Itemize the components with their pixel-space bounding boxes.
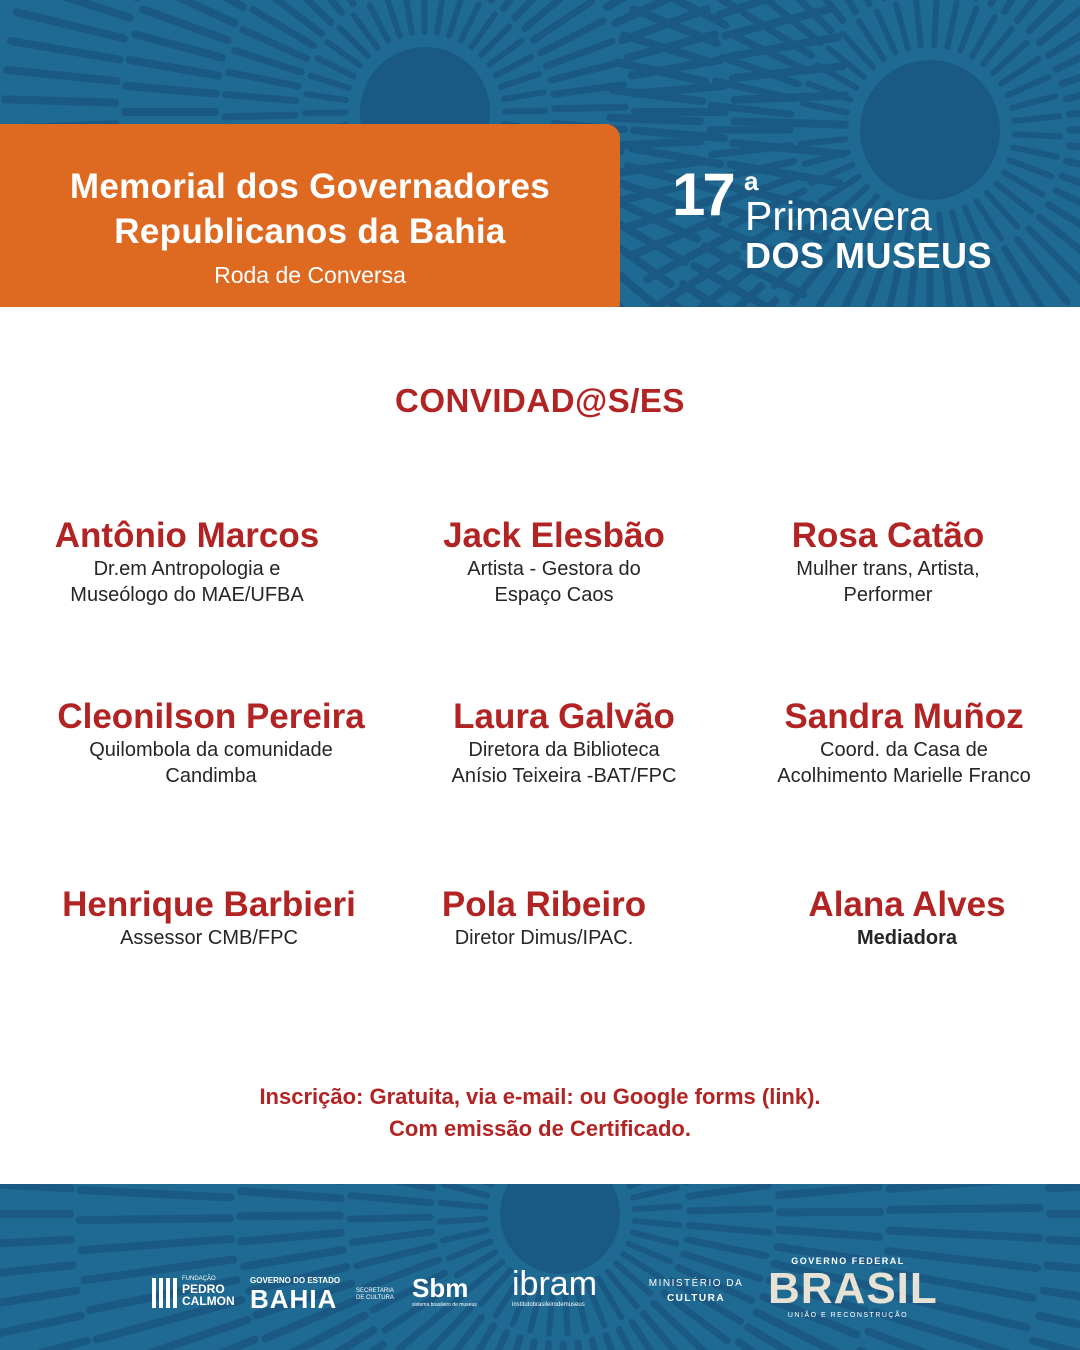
logo-text: GOVERNO DO ESTADO <box>250 1276 341 1285</box>
sun-ray <box>461 5 479 41</box>
logo-text-line: CALMON <box>182 1294 235 1308</box>
logo-text: CULTURA <box>666 1293 726 1304</box>
sun-ray <box>80 1218 230 1220</box>
logo-text: ibram <box>512 1265 598 1303</box>
registration-line1: Inscrição: Gratuita, via e-mail: ou Google forms (link). <box>259 1084 821 1109</box>
guest-role: Assessor CMB/FPC <box>120 927 298 949</box>
logo-text: institutobrasileirodemuseus <box>512 1302 585 1308</box>
sun-ray <box>440 1219 485 1222</box>
guest-name: Pola Ribeiro <box>441 885 647 924</box>
sun-ray <box>441 1203 486 1207</box>
sun-ray <box>610 141 700 145</box>
sun-ray <box>1008 77 1049 95</box>
sun-ray <box>17 12 124 38</box>
sun-ray <box>960 9 976 51</box>
sun-ray <box>890 1208 1040 1210</box>
guest-role: Coord. da Casa de Acolhimento Marielle Franco <box>777 739 1031 787</box>
logo-text: GOVERNO FEDERAL <box>791 1256 905 1266</box>
guest-role: Dr.em Antropologia e Museólogo do MAE/UFBA <box>70 558 304 606</box>
sun-ray <box>779 1187 879 1196</box>
guest-card <box>31 697 391 789</box>
venue-title-line2: Republicanos da Bahia <box>114 212 506 251</box>
governo-federal-logo <box>768 1256 938 1319</box>
logo-text: UNIÃO E RECONSTRUÇÃO <box>787 1312 909 1319</box>
guest-name: Sandra Muñoz <box>784 697 1024 736</box>
sun-ray <box>801 139 846 144</box>
sun-ray <box>578 1343 589 1350</box>
guest-name: Cleonilson Pereira <box>57 697 365 736</box>
section-title: CONVIDAD@S/ES <box>395 382 685 419</box>
guest-role: Mediadora <box>856 927 958 949</box>
guest-name: Laura Galvão <box>453 697 675 736</box>
guest-card <box>404 697 724 789</box>
sun-ray <box>351 1196 431 1203</box>
sun-ray <box>241 1191 341 1198</box>
sun-ray <box>947 3 956 47</box>
sun-ray <box>306 94 346 100</box>
sun-ray <box>800 124 845 126</box>
sun-ray <box>444 1184 488 1195</box>
sun-ray <box>241 1233 341 1242</box>
sun-ray <box>229 72 298 86</box>
event-type: Roda de Conversa <box>214 262 406 288</box>
sun-ray <box>240 1216 340 1217</box>
sun-ray <box>387 0 400 36</box>
sun-ray <box>405 0 412 33</box>
sun-ray <box>610 118 700 121</box>
footer-banner <box>0 1184 1080 1350</box>
sun-ray <box>890 1230 1040 1237</box>
sun-ray <box>563 1344 565 1350</box>
sun-ray <box>635 1221 680 1225</box>
venue-box <box>0 124 620 307</box>
logo-text: Sbm <box>412 1273 469 1303</box>
sun-ray <box>689 1225 769 1232</box>
guest-card <box>27 516 347 608</box>
guest-name: Henrique Barbieri <box>62 885 356 924</box>
sun-ray <box>437 0 443 33</box>
sun-ray <box>934 0 936 45</box>
sun-ray <box>352 1232 431 1243</box>
guest-card <box>384 885 704 951</box>
guest-card <box>39 885 379 951</box>
guest-name: Jack Elesbão <box>443 516 665 555</box>
sun-ray <box>135 34 222 57</box>
sun-ray <box>803 103 847 112</box>
ministerio-cultura-logo <box>636 1276 756 1306</box>
sun-ray <box>5 99 115 102</box>
sun-ray <box>555 107 625 109</box>
guest-role: Artista - Gestora do Espaço Caos <box>467 558 641 606</box>
sun-ray <box>633 1233 677 1244</box>
sun-ray <box>877 11 895 52</box>
guest-card <box>744 697 1064 789</box>
sun-ray <box>449 0 461 36</box>
primavera-logo <box>672 160 1052 280</box>
registration-line2: Com emissão de Certificado. <box>389 1116 691 1141</box>
sun-ray <box>690 1209 770 1211</box>
sun-ray <box>0 1341 87 1350</box>
guest-name: Rosa Catão <box>791 516 985 555</box>
sun-ray <box>501 74 539 87</box>
guest-role: Mulher trans, Artista, Performer <box>796 558 980 606</box>
logo-text: MINISTÉRIO DA <box>648 1278 744 1289</box>
sun-ray <box>496 57 532 75</box>
sun-ray <box>130 60 219 76</box>
sun-ray <box>779 1230 879 1237</box>
governo-bahia-logo <box>250 1276 400 1314</box>
sun-ray <box>1049 1184 1080 1188</box>
sun-ray <box>916 1 921 46</box>
guest-role: Diretora da Biblioteca Anísio Teixeira -BAT/FPC <box>451 739 677 787</box>
guest-card <box>747 885 1067 951</box>
sun-ray <box>226 94 296 100</box>
sun-ray <box>1015 116 1060 121</box>
sun-ray <box>542 1343 549 1350</box>
sun-ray <box>1015 134 1060 136</box>
sun-ray <box>1069 146 1080 155</box>
sun-ray <box>630 1184 672 1186</box>
header-banner <box>0 0 1080 307</box>
sun-ray <box>1013 147 1057 156</box>
logo-text: BAHIA <box>250 1284 338 1314</box>
sun-ray <box>551 63 619 80</box>
sun-ray <box>311 76 349 88</box>
sun-ray <box>443 1230 487 1240</box>
sun-ray <box>350 1217 430 1219</box>
sun-ray <box>318 58 354 76</box>
brand-superscript: a <box>744 166 759 196</box>
logo-text: FUNDAÇÃO <box>182 1276 216 1282</box>
guest-name: Alana Alves <box>808 885 1006 924</box>
sun-ray <box>126 86 216 94</box>
logo-text <box>182 1283 235 1307</box>
sun-ray <box>370 5 388 41</box>
sun-ray <box>711 146 790 155</box>
guest-card <box>728 516 1048 608</box>
brand-number: 17 <box>672 161 733 228</box>
sun-ray <box>0 1184 71 1188</box>
sun-ray <box>896 5 908 48</box>
guest-card <box>394 516 714 608</box>
registration-info <box>0 1081 1080 1145</box>
sun-ray <box>225 115 295 117</box>
sponsor-logos <box>0 1246 1080 1336</box>
logo-text: SECRETARIA DE CULTURA <box>356 1288 394 1301</box>
sun-ray <box>81 1190 231 1197</box>
sun-ray <box>1069 105 1080 114</box>
books-icon <box>152 1278 178 1308</box>
sun-ray <box>889 1184 1039 1189</box>
sbm-logo <box>412 1274 492 1308</box>
sun-ray <box>1012 96 1055 108</box>
sun-ray <box>7 70 116 81</box>
sun-ray <box>780 1212 880 1213</box>
logo-text-line: PEDRO <box>182 1282 225 1296</box>
logo-text: sistema brasileiro de museus <box>412 1302 477 1308</box>
sun-ray <box>689 1185 768 1196</box>
sun-ray <box>1033 1341 1080 1350</box>
sun-ray <box>354 1184 432 1188</box>
sun-ray <box>504 92 543 99</box>
ibram-logo <box>512 1266 622 1308</box>
brand-line2: DOS MUSEUS <box>745 235 993 276</box>
sun-ray <box>635 1206 680 1209</box>
guest-name: Antônio Marcos <box>54 516 320 555</box>
venue-title-line1: Memorial dos Governadores <box>69 167 551 206</box>
logo-text: BRASIL <box>768 1264 938 1313</box>
brand-line1: Primavera <box>745 193 932 239</box>
guest-role: Diretor Dimus/IPAC. <box>454 927 634 949</box>
guest-role: Quilombola da comunidade Candimba <box>89 739 333 787</box>
sun-ray <box>11 41 119 60</box>
sun-ray <box>633 1188 677 1198</box>
